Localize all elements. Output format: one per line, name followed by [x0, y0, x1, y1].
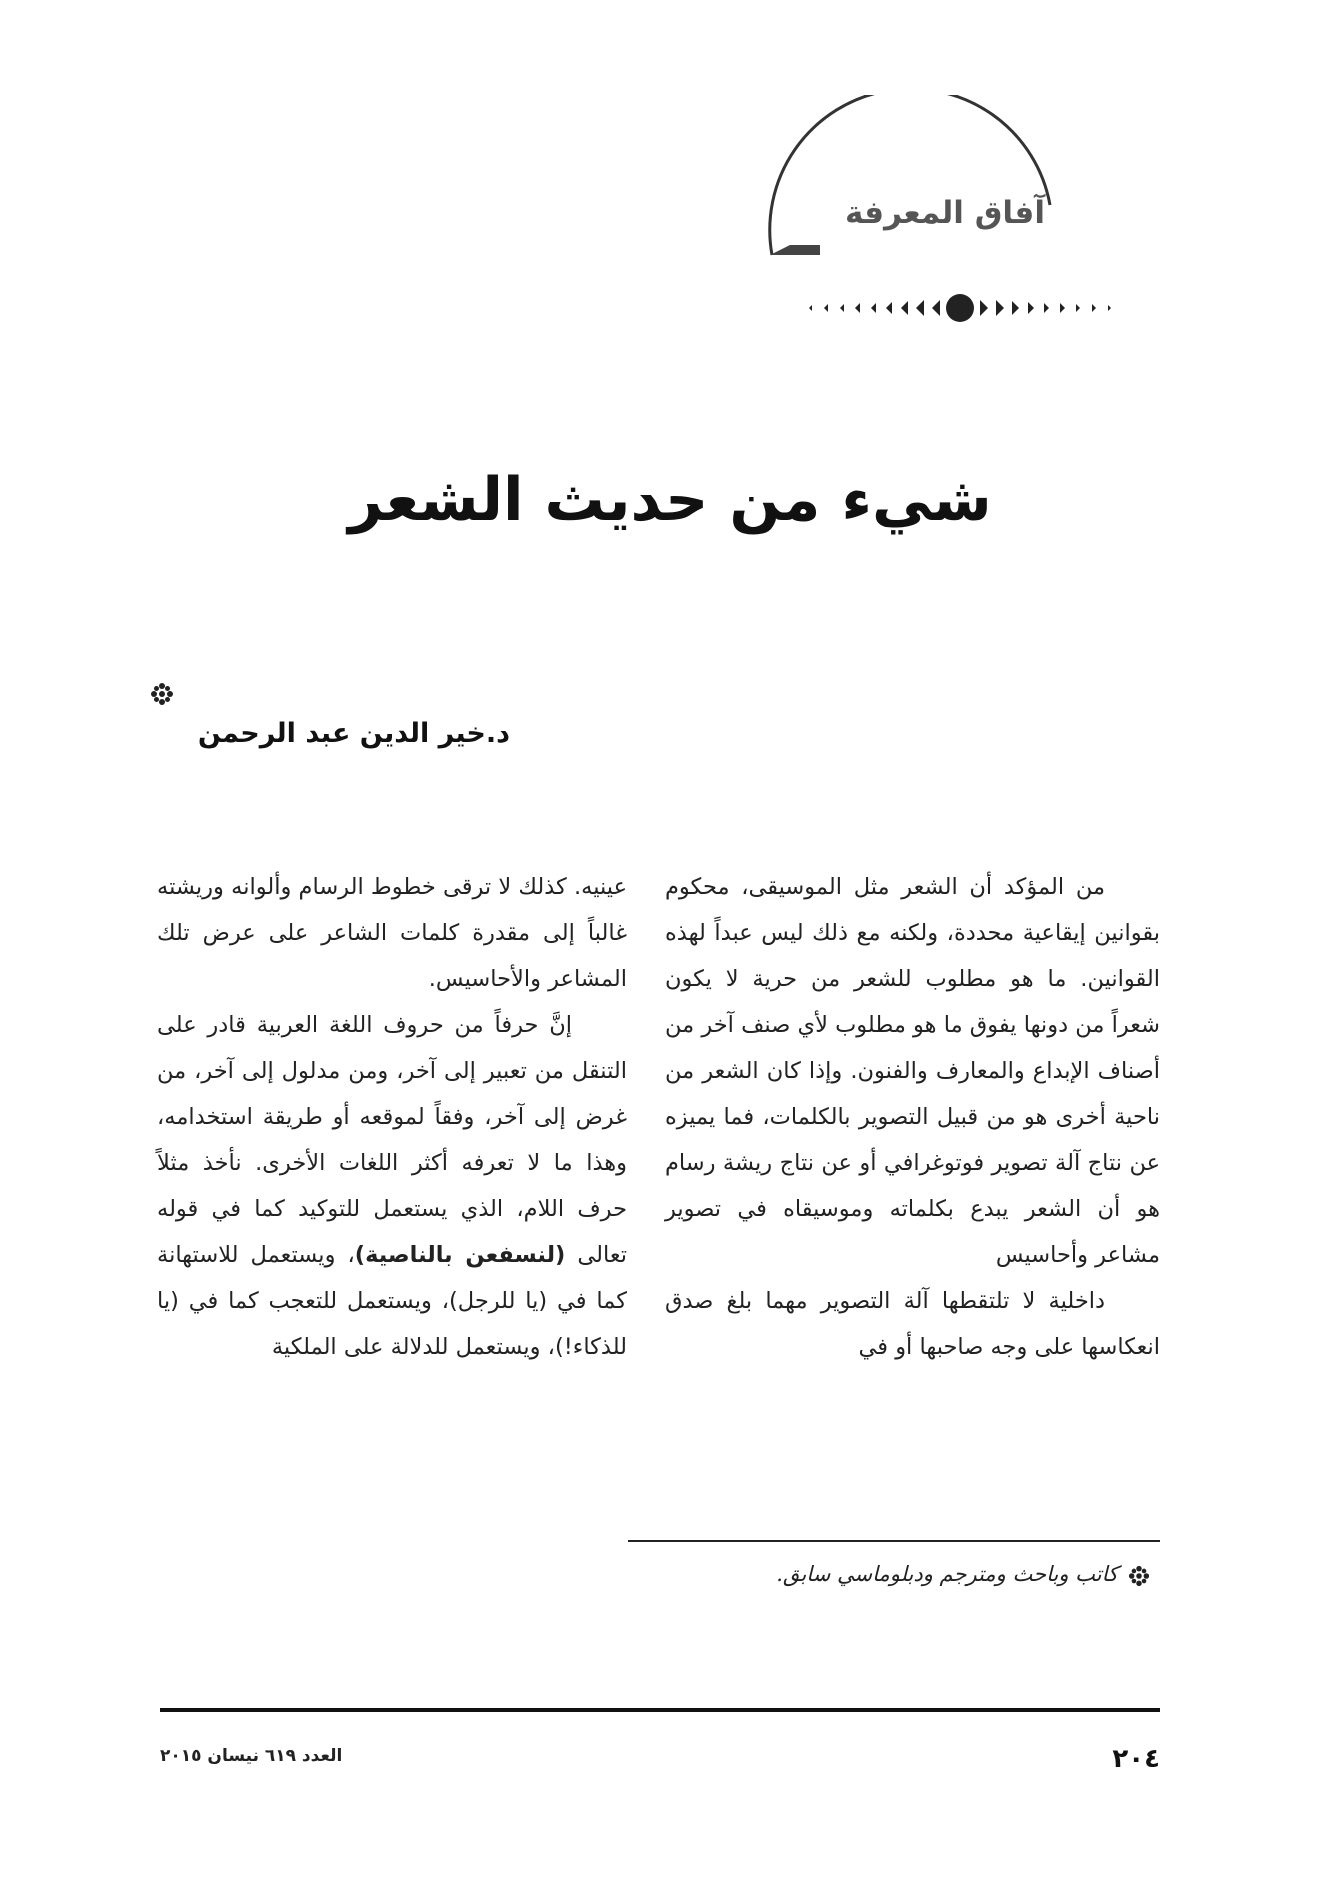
- emblem-arc: [770, 95, 1050, 255]
- text-column-right: [665, 864, 1160, 1370]
- ornament-arrow-right-icon: [1060, 303, 1065, 313]
- footnote-text: كاتب وباحث ومترجم ودبلوماسي سابق.: [776, 1562, 1118, 1586]
- paragraph: من المؤكد أن الشعر مثل الموسيقى، محكوم بقوانين إيقاعية محددة، ولكنه مع ذلك ليس عبداً لهذه القوانين. ما هو مطلوب للشعر من حرية لا يكون شعراً من دونها يفوق ما هو مطلوب لأي صنف آخر من أصناف الإبداع والمعارف والفنون. وإذا كان الشعر من ناحية أخرى هو من قبيل التصوير بالكلمات، فما يميزه عن نتاج آلة تصوير فوتوغرافي أو عن نتاج ريشة رسام هو أن الشعر يبدع بكلماته وموسيقاه في تصوير مشاعر وأحاسيس: [665, 874, 1160, 1268]
- section-title: آفاق المعرفة: [844, 195, 1045, 231]
- author-asterisk-icon: [150, 682, 174, 706]
- ornament-arrow-left-icon: [901, 301, 908, 315]
- footnote-divider: [628, 1540, 1160, 1542]
- ornament-arrow-right-icon: [996, 300, 1004, 316]
- page-number: ٢٠٤: [1112, 1744, 1160, 1774]
- ornament-arrow-left-icon: [916, 300, 924, 316]
- paragraph: عينيه. كذلك لا ترقى خطوط الرسام وألوانه وريشته غالباً إلى مقدرة كلمات الشاعر على عرض تلك المشاعر والأحاسيس.: [157, 874, 627, 992]
- ornament-arrow-left-icon: [871, 303, 876, 313]
- ornament-arrow-right-icon: [1012, 301, 1019, 315]
- paragraph: داخلية لا تلتقطها آلة التصوير مهما بلغ صدق انعكاسها على وجه صاحبها أو في: [665, 1288, 1160, 1360]
- emblem-corner-mark: [770, 245, 820, 255]
- ornament-arrow-left-icon: [840, 304, 844, 312]
- article-title: شيء من حديث الشعر: [348, 465, 992, 535]
- footer-divider: [160, 1708, 1160, 1712]
- author-name: د.خير الدين عبد الرحمن: [197, 718, 510, 749]
- ornament-arrow-left-icon: [824, 304, 828, 312]
- ornament-arrow-right-icon: [980, 300, 988, 316]
- footnote-asterisk-icon: [1128, 1565, 1150, 1587]
- ornament-arrow-right-icon: [1028, 302, 1034, 314]
- quran-quote: (لنسفعن بالناصية): [354, 1242, 566, 1268]
- ornament-row: [809, 294, 1111, 322]
- ornament-arrow-left-icon: [809, 305, 812, 311]
- ornament-arrow-right-icon: [1092, 304, 1096, 312]
- ornament-center-icon: [946, 294, 974, 322]
- ornament-arrow-left-icon: [932, 300, 940, 316]
- ornament-arrow-right-icon: [1044, 303, 1049, 313]
- ornament-arrow-left-icon: [886, 302, 892, 314]
- ornament-arrow-right-icon: [1076, 304, 1080, 312]
- text-column-left: [157, 864, 627, 1370]
- paragraph-text: إنَّ حرفاً من حروف اللغة العربية قادر على التنقل من تعبير إلى آخر، ومن مدلول إلى آخر، من غرض إلى آخر، وفقاً لموقعه أو طريقة استخدامه، وهذا ما لا تعرفه أكثر اللغات الأخرى. نأخذ مثلاً حرف اللام، الذي يستعمل للتوكيد كما في قوله تعالى: [157, 1012, 627, 1268]
- issue-info: العدد ٦١٩ نيسان ٢٠١٥: [160, 1746, 343, 1766]
- ornament-arrow-left-icon: [855, 303, 860, 313]
- paragraph-text: ، ويستعمل للاستهانة كما في (يا للرجل)، ويستعمل للتعجب كما في (يا للذكاء!)، ويستعمل للدلالة على الملكية: [157, 1242, 627, 1360]
- footnote: [640, 1562, 1150, 1587]
- paragraph: [157, 1002, 627, 1370]
- ornament-arrow-right-icon: [1108, 305, 1111, 311]
